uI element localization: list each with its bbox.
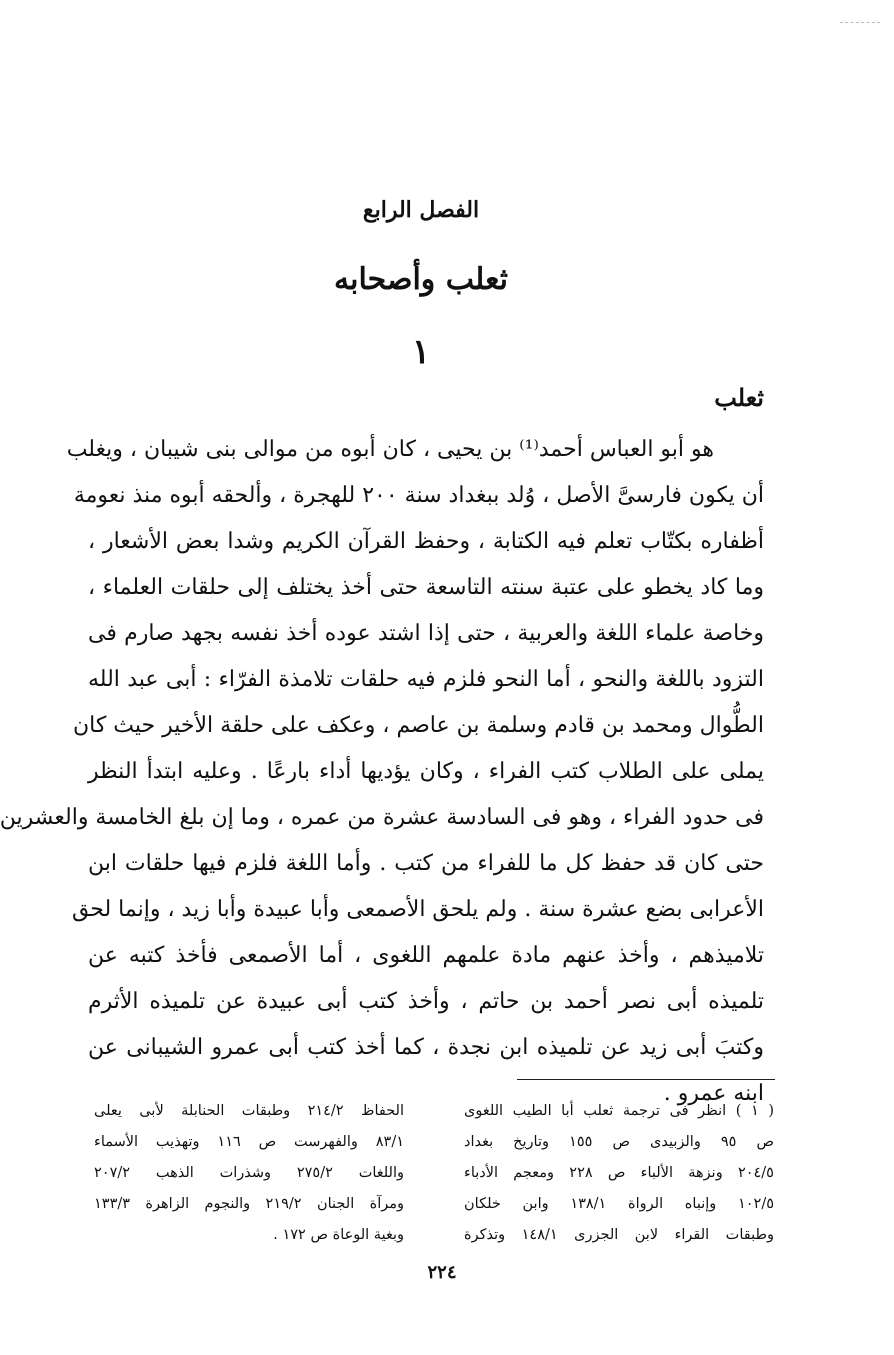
footnote-line: واللغات ٢٧٥/٢ وشذرات الذهب ٢٠٧/٢ [94, 1165, 405, 1181]
footnote-divider [517, 1079, 775, 1080]
footnote-line: ومرآة الجنان ٢١٩/٢ والنجوم الزاهرة ١٣٣/٣ [94, 1196, 404, 1212]
section-number: ١ [411, 332, 431, 372]
chapter-label: الفصل الرابع [362, 197, 480, 223]
body-line: يملى على الطلاب كتب الفراء ، وكان يؤديها أداء بارعًا . وعليه ابتدأ النظر [88, 759, 764, 784]
body-line: الأعرابى بضع عشرة سنة . ولم يلحق الأصمعى وأبا عبيدة وأبا زيد ، وإنما لحق [71, 897, 764, 922]
body-line: أظفاره بكتّاب تعلم فيه الكتابة ، وحفظ القرآن الكريم وشدا بعض الأشعار ، [88, 529, 764, 554]
body-line: التزود باللغة والنحو ، أما النحو فلزم فيه حلقات تلامذة الفرّاء : أبى عبد الله [88, 667, 764, 692]
section-subheading: ثعلب [714, 383, 764, 412]
body-line: تلاميذهم ، وأخذ عنهم مادة علمهم اللغوى ، أما الأصمعى فأخذ كتبه عن [88, 943, 764, 968]
body-paragraph [0, 427, 764, 1117]
page-number: ٢٢٤ [427, 1262, 457, 1283]
footnote-line: ٨٣/١ والفهرست ص ١١٦ وتهذيب الأسماء [94, 1134, 404, 1150]
body-line: فى حدود الفراء ، وهو فى السادسة عشرة من عمره ، وما إن بلغ الخامسة والعشرين [0, 805, 764, 830]
body-line: الطُّوال ومحمد بن قادم وسلمة بن عاصم ، وعكف على حلقة الأخير حيث كان [72, 713, 764, 738]
body-line: وما كاد يخطو على عتبة سنته التاسعة حتى أخذ يختلف إلى حلقات العلماء ، [88, 575, 764, 600]
footnote-line: ٢٠٤/٥ ونزهة الألباء ص ٢٢٨ ومعجم الأدباء [464, 1165, 774, 1181]
body-line: وخاصة علماء اللغة والعربية ، حتى إذا اشتد عوده أخذ نفسه بجهد صارم فى [88, 621, 764, 646]
footnote-column-right [464, 1096, 774, 1251]
body-line: تلميذه أبى نصر أحمد بن حاتم ، وأخذ كتب أبى عبيدة عن تلميذه الأثرم [88, 989, 764, 1014]
footnote-line: ( ١ ) انظر فى ترجمة ثعلب أبا الطيب اللغوى [464, 1103, 774, 1119]
footnote-line: وبغية الوعاة ص ١٧٢ . [273, 1227, 404, 1243]
footnote-column-left [94, 1096, 404, 1251]
body-line: هو أبو العباس أحمد⁽¹⁾ بن يحيى ، كان أبوه من موالى بنى شيبان ، ويغلب [66, 437, 714, 462]
body-line: أن يكون فارسىَّ الأصل ، وُلد ببغداد سنة ٢٠٠ للهجرة ، وألحقه أبوه منذ نعومة [73, 483, 764, 508]
footnote-line: ص ٩٥ والزبيدى ص ١٥٥ وتاريخ بغداد [464, 1134, 774, 1150]
footnote-line: الحفاظ ٢١٤/٢ وطبقات الحنابلة لأبى يعلى [94, 1103, 405, 1119]
footnote-line: ١٠٢/٥ وإنباه الرواة ١٣٨/١ وابن خلكان [464, 1196, 774, 1212]
scan-mark [840, 22, 880, 23]
body-line: حتى كان قد حفظ كل ما للفراء من كتب . وأما اللغة فلزم فيها حلقات ابن [88, 851, 764, 876]
chapter-title: ثعلب وأصحابه [334, 262, 508, 297]
body-line: ابنه عمرو . [663, 1081, 764, 1106]
body-line: وكتبَ أبى زيد عن تلميذه ابن نجدة ، كما أخذ كتب أبى عمرو الشيبانى عن [88, 1035, 764, 1060]
footnote-line: وطبقات القراء لابن الجزرى ١٤٨/١ وتذكرة [464, 1227, 774, 1243]
